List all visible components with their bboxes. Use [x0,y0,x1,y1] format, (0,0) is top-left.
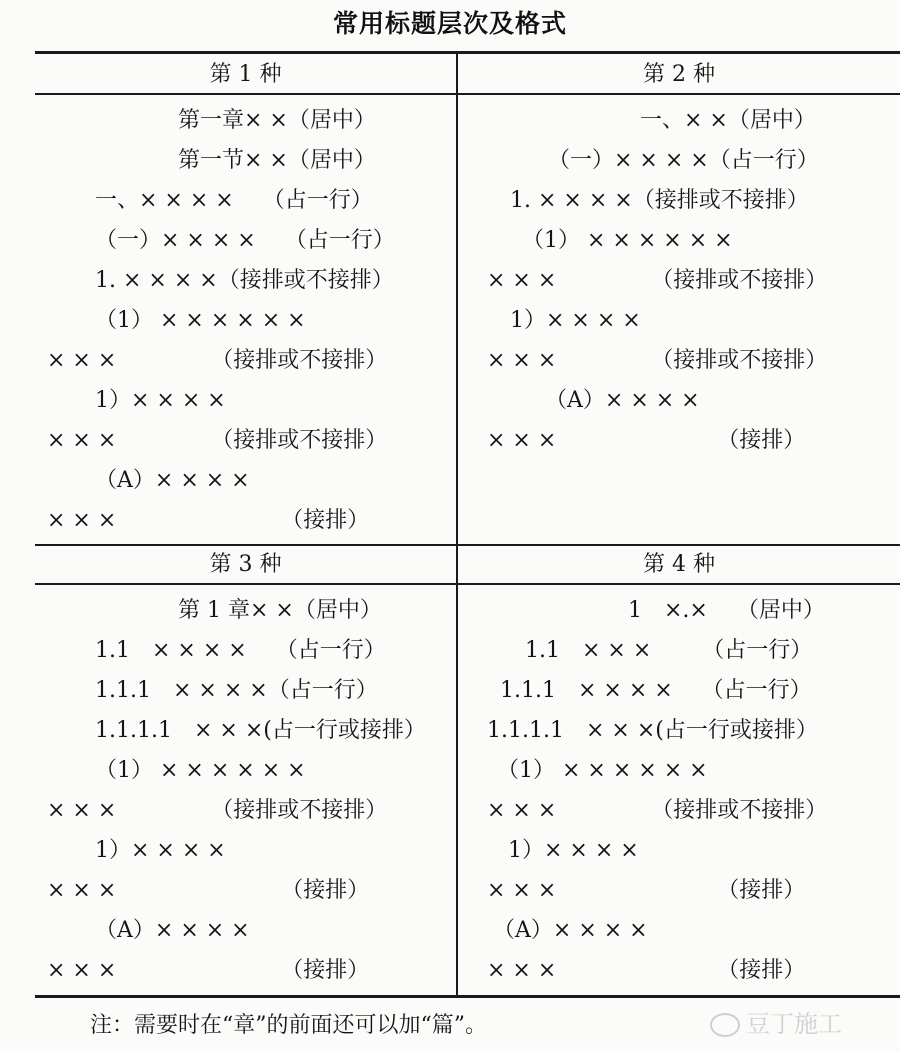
header-rule-2 [35,583,900,585]
heading-example-line: （A）× × × × [545,388,700,413]
heading-example-line: （1） × × × × × × [95,308,306,333]
heading-example-line: 1. × × × ×（接排或不接排） [510,188,809,213]
heading-example-line: × × × （接排） [487,428,806,453]
heading-example-line: 一、× ×（居中） [640,108,816,133]
heading-example-line: × × × （接排） [47,508,370,533]
section-divider-rule [35,544,900,546]
heading-example-line: × × × （接排） [487,878,806,903]
cell-header-1: 第 1 种 [209,62,282,87]
heading-example-line: × × × （接排） [47,958,370,983]
heading-example-line: × × × （接排或不接排） [47,428,388,453]
heading-example-line: 1.1.1 × × × × （占一行） [500,678,812,703]
heading-example-line: 1.1.1.1 × × ×(占一行或接排） [95,718,426,743]
heading-example-line: （A）× × × × [95,918,250,943]
heading-example-line: （1） × × × × × × [95,758,306,783]
heading-example-line: 第 1 章× ×（居中） [178,598,382,623]
heading-example-line: 1. × × × ×（接排或不接排） [95,268,394,293]
chat-bubble-icon [710,1013,740,1037]
heading-example-line: （A）× × × × [493,918,648,943]
heading-example-line: 1.1.1.1 × × ×(占一行或接排） [487,718,818,743]
heading-example-line: 1.1 × × × × （占一行） [95,638,386,663]
heading-example-line: × × × （接排或不接排） [47,798,388,823]
heading-example-line: 一、× × × × （占一行） [95,188,373,213]
cell-header-4: 第 4 种 [643,552,715,577]
column-divider [456,53,458,996]
heading-example-line: × × × （接排） [487,958,806,983]
heading-example-line: （A）× × × × [95,468,250,493]
page-title: 常用标题层次及格式 [332,9,567,38]
watermark-text: 豆丁施工 [746,1010,842,1038]
cell-header-2: 第 2 种 [643,62,715,87]
heading-example-line: 1.1 × × × （占一行） [525,638,813,663]
heading-example-line: 1）× × × × [95,388,226,413]
heading-example-line: （一）× × × ×（占一行） [548,148,819,173]
heading-example-line: 1）× × × × [95,838,226,863]
heading-example-line: （1） × × × × × × [497,758,708,783]
table-bottom-rule [35,995,900,998]
heading-example-line: 第一节× ×（居中） [178,148,376,173]
watermark [710,1004,842,1039]
heading-example-line: × × × （接排或不接排） [487,798,828,823]
cell-header-3: 第 3 种 [209,552,282,577]
heading-example-line: 第一章× ×（居中） [178,108,376,133]
heading-example-line: （1） × × × × × × [522,228,733,253]
footnote: 注：需要时在“章”的前面还可以加“篇”。 [90,1013,487,1038]
table-top-rule [35,51,900,54]
header-rule-1 [35,93,900,95]
heading-example-line: × × × （接排或不接排） [487,348,828,373]
heading-example-line: 1）× × × × [510,308,641,333]
heading-example-line: （一）× × × × （占一行） [95,228,395,253]
heading-example-line: 1 ×.× （居中） [628,598,825,623]
heading-example-line: × × × （接排或不接排） [487,268,828,293]
heading-example-line: 1.1.1 × × × ×（占一行） [95,678,378,703]
heading-example-line: × × × （接排或不接排） [47,348,388,373]
heading-example-line: × × × （接排） [47,878,370,903]
heading-example-line: 1）× × × × [508,838,639,863]
